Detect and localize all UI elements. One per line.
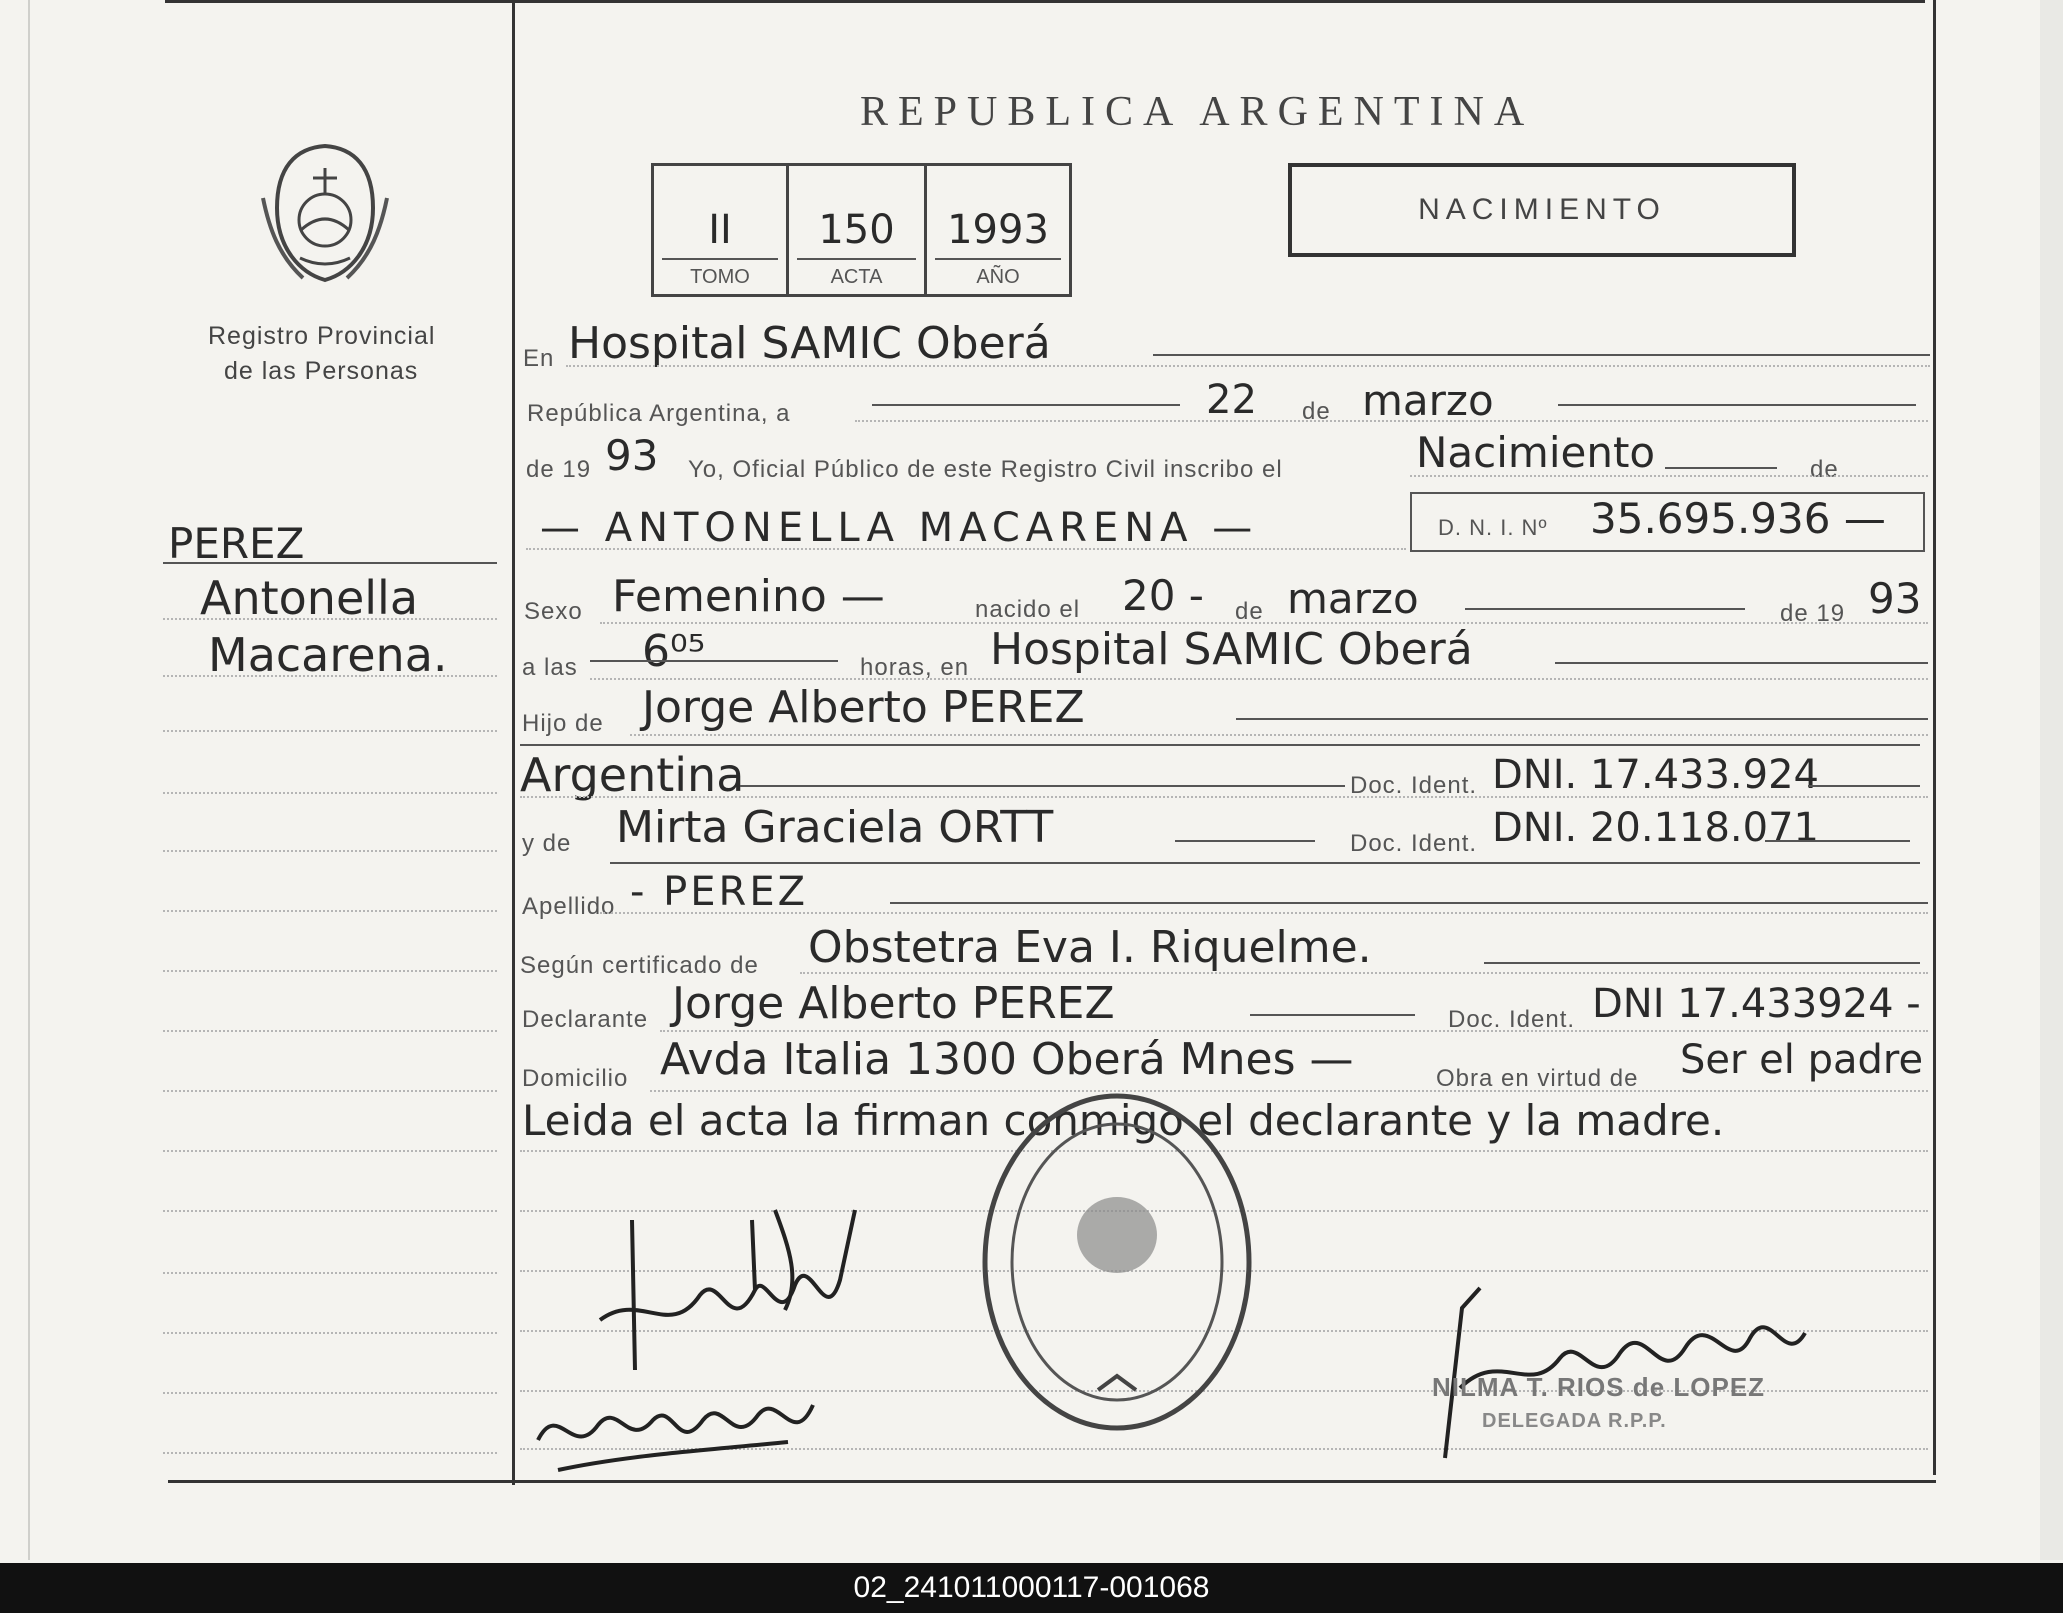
name-rule: [526, 548, 1406, 550]
margin-rule: [163, 1272, 497, 1274]
margin-rule: [163, 910, 497, 912]
mother-doc-value: DNI. 20.118.071: [1492, 805, 1819, 851]
domicilio-label: Domicilio: [522, 1065, 629, 1092]
alas-rule: [590, 678, 1928, 680]
coat-of-arms-icon: [255, 138, 395, 288]
acta-value: 150: [818, 207, 895, 253]
apellido-label: Apellido: [522, 893, 616, 920]
domicilio-value: Avda Italia 1300 Oberá Mnes —: [660, 1034, 1354, 1085]
republica-label: República Argentina, a: [527, 400, 791, 427]
name-value: — ANTONELLA MACARENA —: [540, 505, 1259, 551]
anio-value: 1993: [947, 207, 1049, 253]
margin-rule: [163, 970, 497, 972]
nota-value: Leida el acta la firman conmigo el declarante y la madre.: [522, 1096, 1725, 1145]
de-label-3: de: [1235, 598, 1264, 625]
alas-label: a las: [522, 654, 578, 681]
acta-label: ACTA: [830, 266, 883, 288]
nationality-dash: [740, 785, 1345, 787]
bottom-border: [168, 1480, 1936, 1483]
hora-value: 6⁰⁵: [642, 626, 706, 677]
officer-stamp-line-2: DELEGADA R.P.P.: [1482, 1410, 1667, 1432]
hijo-rule: [630, 734, 1928, 736]
mother-doc-dash: [1765, 840, 1910, 842]
hijo-dash: [1236, 718, 1928, 720]
anio-cell: [927, 166, 1069, 294]
acta-line: [797, 258, 916, 260]
margin-rule: [163, 675, 497, 677]
tomo-line: [662, 258, 778, 260]
segun-rule: [800, 972, 1928, 974]
apellido-value: - PEREZ: [630, 869, 809, 915]
margin-rule: [163, 1210, 497, 1212]
margin-surname-line: [163, 562, 497, 564]
birth-year-value: 93: [1868, 574, 1922, 623]
officer-signature-icon: [1420, 1248, 1820, 1468]
obra-value: Ser el padre: [1680, 1037, 1924, 1083]
birth-month-value: marzo: [1287, 574, 1419, 623]
declarante-dash: [1250, 1014, 1415, 1016]
margin-rule: [163, 1392, 497, 1394]
office-line-1: Registro Provincial: [208, 322, 436, 350]
dni-value: 35.695.936 —: [1590, 494, 1886, 543]
en-value: Hospital SAMIC Oberá: [568, 318, 1051, 369]
lugar-dash: [1555, 662, 1928, 664]
apellido-rule: [600, 912, 1928, 914]
page-edge: [2040, 0, 2063, 1560]
inscribo-value: Nacimiento: [1416, 428, 1656, 477]
acta-cell: [789, 166, 927, 294]
yde-label: y de: [522, 830, 572, 857]
sexo-value: Femenino —: [612, 571, 885, 622]
mother-value: Mirta Graciela ORTT: [616, 802, 1054, 853]
margin-rule: [163, 1452, 497, 1454]
right-border: [1933, 0, 1936, 1475]
margin-rule: [163, 1332, 497, 1334]
domicilio-rule: [650, 1090, 1928, 1092]
binding-edge: [28, 0, 30, 1560]
margin-name-2: Macarena.: [208, 628, 448, 682]
margin-rule: [163, 730, 497, 732]
footer-code: 02_241011000117-001068: [853, 1571, 1210, 1604]
de-label-1: de: [1302, 398, 1331, 425]
margin-rule: [163, 1150, 497, 1152]
republica-dash-2: [1558, 404, 1916, 406]
mother-underline: [610, 862, 1920, 864]
vertical-divider: [512, 0, 515, 1485]
declarante-value: Jorge Alberto PEREZ: [672, 978, 1115, 1029]
sexo-dash: [1465, 608, 1745, 610]
cert-dash: [1484, 962, 1920, 964]
yo-rule: [1410, 475, 1928, 477]
doc-label-2: Doc. Ident.: [1350, 830, 1478, 857]
act-type-label: NACIMIENTO: [1418, 193, 1666, 226]
dni-label: D. N. I. Nº: [1438, 515, 1548, 540]
office-line-2: de las Personas: [224, 357, 419, 385]
doc-label-3: Doc. Ident.: [1448, 1006, 1576, 1033]
tomo-label: TOMO: [690, 266, 750, 288]
registry-number-box: [651, 163, 1072, 297]
lugar-value: Hospital SAMIC Oberá: [990, 624, 1473, 675]
de19b-label: de 19: [1780, 600, 1846, 627]
margin-surname: PEREZ: [168, 519, 305, 568]
tomo-cell: [654, 166, 789, 294]
year-value: 93: [605, 431, 659, 480]
sexo-label: Sexo: [524, 598, 583, 625]
cert-value: Obstetra Eva I. Riquelme.: [808, 922, 1372, 973]
footer-bar: [0, 1563, 2063, 1613]
hijo-label: Hijo de: [522, 710, 604, 737]
doc-label-1: Doc. Ident.: [1350, 772, 1478, 799]
nacido-label: nacido el: [975, 596, 1081, 623]
official-stamp: [980, 1090, 1255, 1435]
apellido-dash: [890, 902, 1928, 904]
tomo-value: II: [708, 207, 732, 253]
republica-dash-1: [872, 404, 1180, 406]
en-label: En: [523, 345, 555, 372]
officer-stamp-line-1: NILMA T. RIOS de LOPEZ: [1432, 1372, 1766, 1402]
hijo-underline: [520, 744, 1920, 746]
en-rule: [566, 365, 1930, 367]
birth-day-value: 20 -: [1122, 571, 1204, 620]
mother-dash: [1175, 840, 1315, 842]
declarante-rule: [660, 1030, 1928, 1032]
obra-label: Obra en virtud de: [1436, 1065, 1639, 1092]
anio-line: [935, 258, 1061, 260]
declarante-label: Declarante: [522, 1006, 649, 1033]
anio-label: AÑO: [976, 266, 1020, 288]
nationality-value: Argentina: [520, 748, 745, 802]
father-value: Jorge Alberto PEREZ: [642, 682, 1085, 733]
margin-rule: [163, 618, 497, 620]
margin-rule: [163, 792, 497, 794]
margin-rule: [163, 1090, 497, 1092]
margin-name-1: Antonella: [200, 571, 419, 625]
father-doc-dash: [1808, 785, 1920, 787]
yo-text: Yo, Oficial Público de este Registro Civil inscribo el: [688, 456, 1283, 483]
margin-rule: [163, 1030, 497, 1032]
margin-rule: [163, 850, 497, 852]
nationality-rule: [520, 796, 1928, 798]
day-value: 22: [1206, 377, 1257, 423]
de19-label: de 19: [526, 456, 592, 483]
country-title: REPUBLICA ARGENTINA: [860, 89, 1535, 135]
en-dash: [1153, 354, 1930, 356]
father-signature-icon: [580, 1190, 870, 1390]
mother-signature-icon: [528, 1370, 828, 1480]
declarante-doc-value: DNI 17.433924 -: [1592, 981, 1921, 1027]
horas-label: horas, en: [860, 654, 970, 681]
father-doc-value: DNI. 17.433.924: [1492, 752, 1819, 798]
top-border: [165, 0, 1925, 3]
inscribo-dash: [1665, 467, 1777, 469]
month-value: marzo: [1362, 376, 1494, 425]
de-label-2: de: [1810, 456, 1839, 483]
act-type-box: [1288, 163, 1796, 257]
segun-label: Según certificado de: [520, 952, 759, 979]
hora-dash: [590, 660, 838, 662]
